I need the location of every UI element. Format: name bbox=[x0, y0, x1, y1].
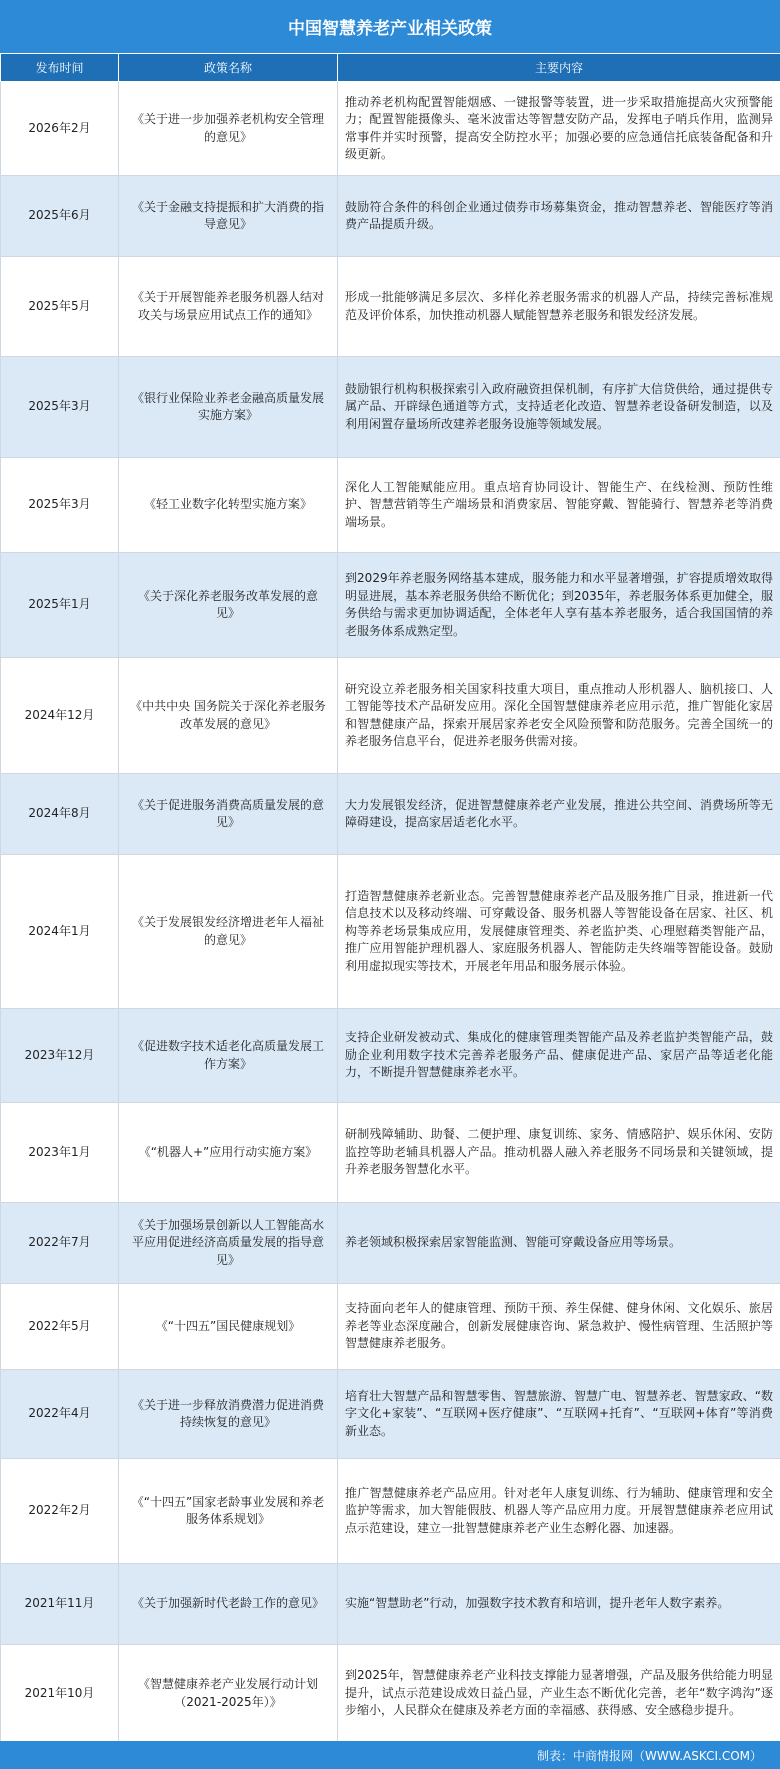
policy-name-cell: 《关于促进服务消费高质量发展的意见》 bbox=[119, 774, 338, 855]
page-title: 中国智慧养老产业相关政策 bbox=[0, 0, 780, 53]
date-cell: 2024年8月 bbox=[1, 774, 119, 855]
content-cell: 实施“智慧助老”行动，加强数字技术教育和培训，提升老年人数字素养。 bbox=[338, 1564, 780, 1645]
policy-name-cell: 《关于加强场景创新以人工智能高水平应用促进经济高质量发展的指导意见》 bbox=[119, 1203, 338, 1284]
date-cell: 2026年2月 bbox=[1, 82, 119, 176]
content-cell: 大力发展银发经济，促进智慧健康养老产业发展，推进公共空间、消费场所等无障碍建设，提高家居适老化水平。 bbox=[338, 774, 780, 855]
date-cell: 2022年2月 bbox=[1, 1459, 119, 1564]
table-row bbox=[1, 458, 780, 553]
date-cell: 2021年11月 bbox=[1, 1564, 119, 1645]
header-main-content: 主要内容 bbox=[338, 54, 780, 82]
content-cell: 培育壮大智慧产品和智慧零售、智慧旅游、智慧广电、智慧养老、智慧家政、“数字文化+家装”、“互联网+医疗健康”、“互联网+托育”、“互联网+体育”等消费新业态。 bbox=[338, 1370, 780, 1459]
table-row bbox=[1, 1564, 780, 1645]
policy-name-cell: 《关于发展银发经济增进老年人福祉的意见》 bbox=[119, 855, 338, 1009]
policy-name-cell: 《关于深化养老服务改革发展的意见》 bbox=[119, 553, 338, 658]
table-row bbox=[1, 774, 780, 855]
policy-name-cell: 《智慧健康养老产业发展行动计划（2021-2025年）》 bbox=[119, 1645, 338, 1743]
date-cell: 2025年1月 bbox=[1, 553, 119, 658]
date-cell: 2025年6月 bbox=[1, 176, 119, 257]
policy-name-cell: 《中共中央 国务院关于深化养老服务改革发展的意见》 bbox=[119, 658, 338, 774]
content-cell: 推广智慧健康养老产品应用。针对老年人康复训练、行为辅助、健康管理和安全监护等需求，加大智能假肢、机器人等产品应用力度。开展智慧健康养老应用试点示范建设，建立一批智慧健康养老产业生态孵化器、加速器。 bbox=[338, 1459, 780, 1564]
header-policy-name: 政策名称 bbox=[119, 54, 338, 82]
table-row bbox=[1, 1370, 780, 1459]
table-row bbox=[1, 357, 780, 458]
table-row bbox=[1, 1009, 780, 1103]
policy-table bbox=[0, 53, 780, 1743]
date-cell: 2025年3月 bbox=[1, 357, 119, 458]
policy-name-cell: 《关于加强新时代老龄工作的意见》 bbox=[119, 1564, 338, 1645]
content-cell: 支持面向老年人的健康管理、预防干预、养生保健、健身休闲、文化娱乐、旅居养老等业态深度融合，创新发展健康咨询、紧急救护、慢性病管理、生活照护等智慧健康养老服务。 bbox=[338, 1284, 780, 1370]
table-body bbox=[1, 82, 780, 1743]
table-row bbox=[1, 855, 780, 1009]
content-cell: 形成一批能够满足多层次、多样化养老服务需求的机器人产品，持续完善标准规范及评价体系，加快推动机器人赋能智慧养老服务和银发经济发展。 bbox=[338, 257, 780, 357]
content-cell: 深化人工智能赋能应用。重点培育协同设计、智能生产、在线检测、预防性维护、智慧营销等生产端场景和消费家居、智能穿戴、智能骑行、智慧养老等消费端场景。 bbox=[338, 458, 780, 553]
content-cell: 到2025年，智慧健康养老产业科技支撑能力显著增强，产品及服务供给能力明显提升，试点示范建设成效日益凸显，产业生态不断优化完善，老年“数字鸿沟”逐步缩小，人民群众在健康及养老方面的幸福感、获得感、安全感稳步提升。 bbox=[338, 1645, 780, 1743]
content-cell: 推动养老机构配置智能烟感、一键报警等装置，进一步采取措施提高火灾预警能力；配置智能摄像头、毫米波雷达等智慧安防产品，发挥电子哨兵作用，监测异常事件并实时预警，提高安全防控水平；加强必要的应急通信托底装备配备和升级更新。 bbox=[338, 82, 780, 176]
table-row bbox=[1, 176, 780, 257]
content-cell: 研究设立养老服务相关国家科技重大项目，重点推动人形机器人、脑机接口、人工智能等技术产品研发应用。深化全国智慧健康养老应用示范，推广智能化家居和智慧健康产品，探索开展居家养老安全风险预警和防范服务。完善全国统一的养老服务信息平台，促进养老服务供需对接。 bbox=[338, 658, 780, 774]
table-row bbox=[1, 1103, 780, 1203]
content-cell: 支持企业研发被动式、集成化的健康管理类智能产品及养老监护类智能产品，鼓励企业利用数字技术完善养老服务产品、健康促进产品、家居产品等适老化能力，不断提升智慧健康养老水平。 bbox=[338, 1009, 780, 1103]
header-date: 发布时间 bbox=[1, 54, 119, 82]
policy-name-cell: 《促进数字技术适老化高质量发展工作方案》 bbox=[119, 1009, 338, 1103]
date-cell: 2022年4月 bbox=[1, 1370, 119, 1459]
policy-name-cell: 《关于进一步加强养老机构安全管理的意见》 bbox=[119, 82, 338, 176]
table-row bbox=[1, 1459, 780, 1564]
table-row bbox=[1, 1284, 780, 1370]
source-footer: 制表：中商情报网（WWW.ASKCI.COM） bbox=[0, 1741, 780, 1769]
date-cell: 2023年1月 bbox=[1, 1103, 119, 1203]
table-row bbox=[1, 1203, 780, 1284]
policy-name-cell: 《“机器人+”应用行动实施方案》 bbox=[119, 1103, 338, 1203]
date-cell: 2025年3月 bbox=[1, 458, 119, 553]
policy-name-cell: 《关于金融支持提振和扩大消费的指导意见》 bbox=[119, 176, 338, 257]
table-row bbox=[1, 82, 780, 176]
date-cell: 2023年12月 bbox=[1, 1009, 119, 1103]
content-cell: 养老领域积极探索居家智能监测、智能可穿戴设备应用等场景。 bbox=[338, 1203, 780, 1284]
content-cell: 研制残障辅助、助餐、二便护理、康复训练、家务、情感陪护、娱乐休闲、安防监控等助老辅具机器人产品。推动机器人融入养老服务不同场景和关键领域，提升养老服务智慧化水平。 bbox=[338, 1103, 780, 1203]
date-cell: 2021年10月 bbox=[1, 1645, 119, 1743]
content-cell: 到2029年养老服务网络基本建成，服务能力和水平显著增强，扩容提质增效取得明显进展，基本养老服务供给不断优化；到2035年，养老服务体系更加健全，服务供给与需求更加协调适配，全体老年人享有基本养老服务，适合我国国情的养老服务体系成熟定型。 bbox=[338, 553, 780, 658]
date-cell: 2024年12月 bbox=[1, 658, 119, 774]
policy-name-cell: 《关于进一步释放消费潜力促进消费持续恢复的意见》 bbox=[119, 1370, 338, 1459]
table-row bbox=[1, 257, 780, 357]
date-cell: 2025年5月 bbox=[1, 257, 119, 357]
policy-name-cell: 《银行业保险业养老金融高质量发展实施方案》 bbox=[119, 357, 338, 458]
content-cell: 鼓励符合条件的科创企业通过债券市场募集资金，推动智慧养老、智能医疗等消费产品提质升级。 bbox=[338, 176, 780, 257]
table-row bbox=[1, 658, 780, 774]
policy-name-cell: 《“十四五”国家老龄事业发展和养老服务体系规划》 bbox=[119, 1459, 338, 1564]
policy-name-cell: 《关于开展智能养老服务机器人结对攻关与场景应用试点工作的通知》 bbox=[119, 257, 338, 357]
date-cell: 2024年1月 bbox=[1, 855, 119, 1009]
table-row bbox=[1, 553, 780, 658]
policy-name-cell: 《“十四五”国民健康规划》 bbox=[119, 1284, 338, 1370]
date-cell: 2022年5月 bbox=[1, 1284, 119, 1370]
date-cell: 2022年7月 bbox=[1, 1203, 119, 1284]
policy-name-cell: 《轻工业数字化转型实施方案》 bbox=[119, 458, 338, 553]
content-cell: 打造智慧健康养老新业态。完善智慧健康养老产品及服务推广目录，推进新一代信息技术以及移动终端、可穿戴设备、服务机器人等智能设备在居家、社区、机构等养老场景集成应用，发展健康管理类、养老监护类、心理慰藉类智能产品，推广应用智能护理机器人、家庭服务机器人、智能防走失终端等智能设备。鼓励利用虚拟现实等技术，开展老年用品和服务展示体验。 bbox=[338, 855, 780, 1009]
content-cell: 鼓励银行机构积极探索引入政府融资担保机制，有序扩大信贷供给，通过提供专属产品、开辟绿色通道等方式，支持适老化改造、智慧养老设备研发制造，以及利用闲置存量场所改建养老服务设施等领域发展。 bbox=[338, 357, 780, 458]
table-header-row bbox=[1, 54, 780, 82]
table-row bbox=[1, 1645, 780, 1743]
